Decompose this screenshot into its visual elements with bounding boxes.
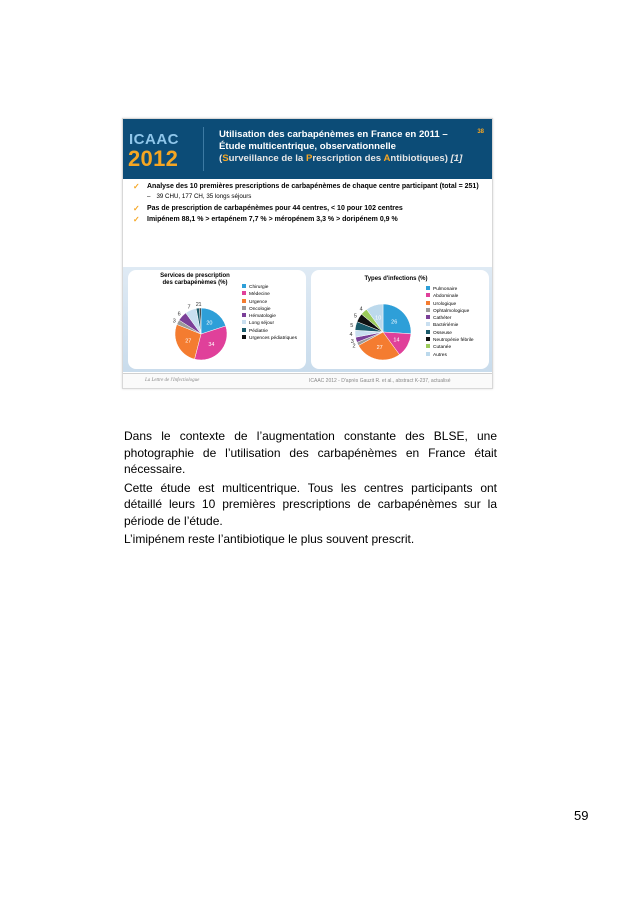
legend-swatch [242,320,246,324]
slide-title [219,129,474,165]
bullet-text: Imipénem 88,1 % > ertapénem 7,7 % > méropénem 3,3 % > doripénem 0,9 % [147,215,398,223]
pie-data-label: 4 [349,332,353,339]
legend-label: Abdominale [433,294,459,300]
legend-label: Autres [433,352,447,358]
legend-label: Urgence [249,299,268,305]
legend-swatch [426,293,430,297]
legend-swatch [426,322,430,326]
legend-label: Pédiatrie [249,328,268,334]
legend-swatch [426,308,430,312]
legend-item [242,284,297,291]
legend-swatch [242,299,246,303]
services-chart-panel [128,270,306,369]
legend-item [242,299,297,306]
paragraph: Dans le contexte de l’augmentation constante des BLSE, une photographie de l’utilisation des carbapénèmes en France était nécessaire. [124,429,497,476]
slide-bullets [133,183,483,226]
infections-pie-chart [341,294,419,370]
check-icon: ✓ [133,204,140,214]
legend-item [426,330,474,337]
legend-swatch [242,313,246,317]
legend-item [242,328,297,335]
legend-label: Cathéter [433,316,452,322]
legend-swatch [426,330,430,334]
legend-item [426,293,474,300]
footer-source: ICAAC 2012 - D'après Gauzit R. et al., abstract K-237, actualisé [309,378,451,384]
header-divider [203,127,204,171]
pie-data-label: 27 [376,345,383,352]
legend-label: Cutanée [433,345,452,351]
pie-data-label: 34 [208,341,215,348]
pie-data-label: 2 [195,302,199,309]
legend-item [426,337,474,344]
legend-label: Pulmonaire [433,287,458,292]
pie-data-label: 2 [352,343,356,350]
slide-title-line3: (Surveillance de la Prescription des Antibiotiques) [1] [219,153,463,164]
bullet-item [133,205,483,214]
legend-swatch [426,344,430,348]
legend-item [426,352,474,359]
legend-swatch [426,352,430,356]
legend-label: Neutropénie fébrile [433,338,474,344]
footer-journal: La Lettre de l'Infectiologue [145,378,200,383]
legend-label: Bactériémie [433,323,459,329]
services-chart-title: Services de prescription des carbapénèmes (%) [160,273,230,286]
slide-footer [123,373,492,389]
pie-data-label: 4 [359,306,363,313]
legend-swatch [242,328,246,332]
infections-legend [426,286,474,359]
slide-title-line2: Étude multicentrique, observationnelle [219,141,396,152]
pie-data-label: 7 [187,304,191,311]
slide-image [122,118,493,389]
legend-swatch [426,315,430,319]
pie-data-label: 20 [206,320,213,327]
pie-data-label: 14 [393,337,400,344]
slide-title-line1: Utilisation des carbapénèmes en France en 2011 – [219,129,448,140]
slide-header [123,119,492,179]
infections-chart-title: Types d'infections (%) [364,276,428,282]
pie-data-label: 5 [353,313,357,320]
legend-label: Long séjour [249,321,275,327]
legend-label: Hématologie [249,314,276,320]
pie-data-label: 1 [198,302,202,309]
pie-data-label: 26 [391,319,398,326]
legend-label: Urologique [433,301,457,307]
page-number: 59 [574,808,589,823]
legend-item [242,291,297,298]
bullet-item [133,183,483,192]
legend-swatch [426,301,430,305]
icaac-logo-year: 2012 [128,146,179,171]
legend-swatch [242,335,246,339]
pie-data-label: 10 [375,315,382,322]
legend-item [242,313,297,320]
legend-swatch [242,306,246,310]
infections-chart-panel [311,270,489,369]
bullet-text: Analyse des 10 premières prescriptions de carbapénèmes de chaque centre participant (total = 251) [147,183,479,190]
legend-swatch [426,286,430,290]
legend-swatch [426,337,430,341]
legend-item [426,286,474,293]
check-icon: ✓ [133,214,140,224]
legend-item [426,344,474,351]
legend-item [242,306,297,313]
services-pie-chart [166,298,236,368]
legend-label: Osseuse [433,330,452,336]
legend-item [426,315,474,322]
paragraph: L’imipénem reste l’antibiotique le plus souvent prescrit. [124,532,415,546]
legend-swatch [242,284,246,288]
dash-icon: – [147,192,151,200]
legend-label: Chirurgie [249,285,269,290]
sub-bullet-text: 39 CHU, 177 CH, 35 longs séjours [156,192,252,200]
pie-data-label: 6 [177,311,181,318]
services-legend [242,284,297,342]
legend-label: Urgences pédiatriques [249,336,297,342]
legend-label: Ophtalmologique [433,308,470,314]
legend-swatch [242,291,246,295]
legend-item [426,322,474,329]
legend-item [242,335,297,342]
pie-data-label: 3 [172,318,176,325]
charts-band [123,267,492,372]
slide-number: 38 [477,129,484,135]
legend-item [242,320,297,327]
pie-data-label: 5 [350,323,354,330]
body-text [124,428,497,550]
pie-data-label: 27 [185,338,192,345]
paragraph: Cette étude est multicentrique. Tous les centres participants ont détaillé leurs 10 premières prescriptions de carbapénèmes sur la période de l’étude. [124,480,497,528]
legend-item [426,301,474,308]
legend-label: Médecine [249,292,270,298]
sub-bullet [133,193,483,202]
bullet-item [133,216,483,225]
check-icon: ✓ [133,182,140,191]
bullet-text: Pas de prescription de carbapénèmes pour 44 centres, < 10 pour 102 centres [147,205,403,213]
icaac-logo: ICAAC [129,131,179,148]
legend-label: Oncologie [249,306,271,312]
legend-item [426,308,474,315]
pie-data-label: 3 [350,338,354,345]
